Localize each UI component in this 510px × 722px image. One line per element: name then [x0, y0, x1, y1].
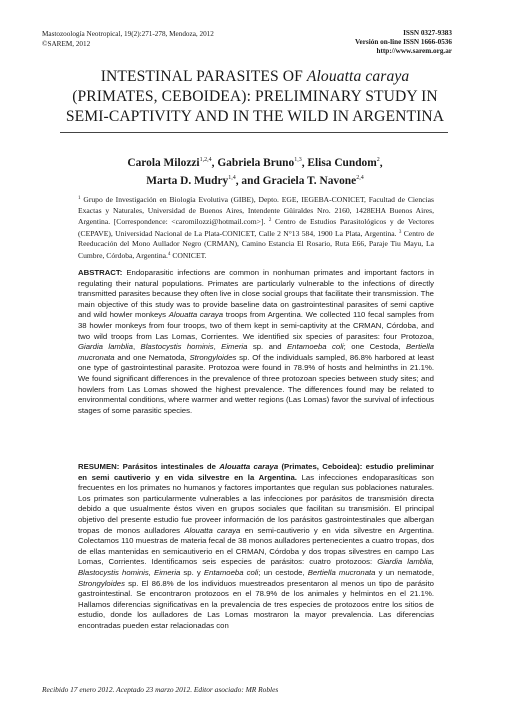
- abstract-text: troops from Argentina. We collected 110 fecal samples from 38 howler monkeys from four troops, two of them kept in semi-captivity at the CRMAN, Córdoba, and two wild troops from Las Lomas, Corrientes. We identified six species of parasites: four Protozoa,: [78, 310, 434, 341]
- author-list: [40, 153, 470, 189]
- author-name: Elisa Cundom: [307, 157, 377, 169]
- species-name: Blastocystis hominis: [140, 342, 214, 352]
- author-affil-ref: 1,4: [228, 175, 236, 181]
- species-name: Strongyloides: [78, 578, 125, 588]
- affiliation-2: Centro de Estudios Parasitológicos y de Vectores (CEPAVE), Universidad Nacional de La Plata-CONICET, Calle 2 N°13 584, 1900 La Plata, Argentina.: [78, 217, 434, 238]
- title-line3: SEMI-CAPTIVITY AND IN THE WILD IN ARGENTINA: [65, 108, 445, 125]
- affiliation-1: Grupo de Investigación en Biología Evolutiva (GIBE), Depto. EGE, IEGEBA-CONICET, Facultad de Ciencias Exactas y Naturales, Universidad de Buenos Aires, Intendente Güiraldes Nro. 2160, 1428EHA Buenos Aires, Argentina. [Correspondence: <caromilozzi@hotmail.com>].: [78, 195, 434, 227]
- resumen-text: en semi-cautiverio y en vida silvestre en Argentina. Colectamos 110 muestras de materia fecal de 38 monos aulladores pertenecientes a cuatro tropas, dos de ellas mantenidas en semicautiverio en el CRMAN, Córdoba y dos tropas silvestres en campo Las Lomas, Corrientes. Identificamos seis especies de parásitos: cuatro protozoos:: [78, 525, 435, 567]
- abstract: [78, 268, 434, 416]
- author-sep: , and: [235, 175, 263, 187]
- abstract-label: ABSTRACT:: [78, 268, 123, 277]
- author-sep: ,: [211, 157, 218, 169]
- species-name: Giardia lamblia, Blastocystis hominis, Eimeria: [78, 557, 434, 577]
- author-affil-ref: 1,2,4: [199, 157, 212, 163]
- title-line1: INTESTINAL PARASITES OF: [100, 68, 307, 85]
- species-name: Bertiella mucronata: [307, 567, 376, 577]
- affiliation-3: Centro de Reeducación del Mono Aullador Negro (CRMAN), Camino Estancia El Rosario, Ruta E66, Paraje Tiu Mayu, La Cumbre, Córdoba, Argentina.: [78, 228, 434, 260]
- author-name: Carola Milozzi: [127, 157, 200, 169]
- species-name: Alouatta caraya: [219, 462, 279, 471]
- affiliation-4: CONICET.: [170, 250, 207, 260]
- author-name: Gabriela Bruno: [217, 157, 295, 169]
- species-name: Giardia lamblia: [78, 342, 133, 352]
- abstract-text: ,: [213, 342, 222, 352]
- journal-header-left: [42, 29, 214, 49]
- species-name: Alouatta caraya: [168, 310, 224, 320]
- journal-header-right: [355, 29, 452, 56]
- abstract-text: ,: [132, 342, 141, 352]
- affiliations: [78, 194, 434, 262]
- affil-num: 4: [167, 251, 171, 257]
- abstract-text: ; one Cestoda,: [343, 342, 407, 352]
- species-name: Alouatta caraya: [184, 525, 241, 535]
- species-name: Entamoeba coli: [203, 567, 259, 577]
- abstract-text: Endoparasitic infections are common in nonhuman primates and important factors in regulating their natural populations. Primates are particularly vulnerable to the infections of directly transmitted parasites because they often live in close social groups that facilitate their transmission. The main objective of this study was to provide baseline data on gastrointestinal parasites of semi captive and wild howler monkeys: [78, 268, 434, 320]
- resumen-text: y un nematode,: [375, 567, 434, 577]
- affil-num: 1: [78, 196, 81, 201]
- resumen-text: Las infecciones endoparasíticas son frecuentes en los primates no humanos y factores importantes que regulan sus poblaciones naturales. Los primates son particularmente vulnerables a las infecciones por parásitos de transmisión directa debido a que usualmente éstos viven en grupos sociales que facilitan su transmisión. El principal objetivo del presente estudio fue proveer información de los parásitos gastrointestinales que albergan tropas de monos aulladores: [78, 472, 434, 535]
- author-sep: ,: [301, 157, 308, 169]
- resumen-text: ; un cestode,: [258, 567, 308, 577]
- title-species: Alouatta caraya: [306, 68, 410, 85]
- abstract-text: sp. and: [247, 342, 287, 352]
- online-issn: Versión on-line ISSN 1666-0536: [355, 38, 452, 46]
- species-name: Eimeria: [221, 342, 248, 352]
- affil-num: 3: [398, 229, 402, 235]
- resumen: [78, 462, 434, 632]
- author-name: Graciela T. Navone: [262, 175, 357, 187]
- article-title: [40, 67, 470, 127]
- title-divider: [60, 132, 448, 133]
- author-sep: ,: [379, 157, 383, 169]
- species-name: Strongyloides: [189, 352, 237, 362]
- resumen-text: sp. y: [180, 567, 204, 577]
- resumen-label: RESUMEN: Parásitos intestinales de: [78, 462, 220, 471]
- journal-citation: Mastozoología Neotropical, 19(2):271-278, Mendoza, 2012: [42, 30, 214, 38]
- abstract-text: sp. Of the individuals sampled, 86.8% harbored at least one type of gastrointestinal parasite. Protozoa were found in 78.9% of hosts and helminths in 21.1%. We found significant differences in the prevalence of three protozoan species between study sites; and howlers from Las Lomas showed the highest prevalence. The differences found may be related to environmental conditions, where warmer and wetter regions (Las Lomas) favor the survival of infectious stages of some parasitic species.: [78, 352, 434, 415]
- affil-num: 2: [268, 218, 272, 224]
- journal-url[interactable]: http://www.sarem.org.ar: [376, 47, 452, 55]
- resumen-title: (Primates, Ceboidea): estudio preliminar en semi cautiverio y en vida silvestre en la Argentina.: [78, 462, 434, 482]
- author-affil-ref: 1,3: [294, 157, 302, 163]
- species-name: Bertiella mucronata: [78, 342, 435, 362]
- author-name: Marta D. Mudry: [146, 175, 229, 187]
- title-line2: (PRIMATES, CEBOIDEA): PRELIMINARY STUDY IN: [72, 88, 438, 105]
- abstract-text: and one Nematoda,: [114, 352, 190, 362]
- species-name: Entamoeba coli: [286, 342, 344, 352]
- received-note: Recibido 17 enero 2012. Aceptado 23 marzo 2012. Editor asociado: MR Robles: [42, 685, 279, 694]
- resumen-text: sp. El 86.8% de los individuos muestreados presentaron al menos un tipo de parásito gastrointestinal. Se encontraron protozoos en el 78.9% de los animales y helmintos en el 21.1%. Hallamos diferencias significativas en la prevalencia de tres especies de protozoos entre los sitios de estudio, donde los aulladores de Las Lomas mostraron la mayor prevalencia. Las diferencias encontradas pueden estar relacionadas con: [78, 578, 434, 630]
- copyright: ©SAREM, 2012: [42, 40, 91, 48]
- author-affil-ref: 2: [376, 157, 380, 163]
- author-affil-ref: 2,4: [356, 175, 364, 181]
- issn: ISSN 0327-9383: [403, 29, 452, 37]
